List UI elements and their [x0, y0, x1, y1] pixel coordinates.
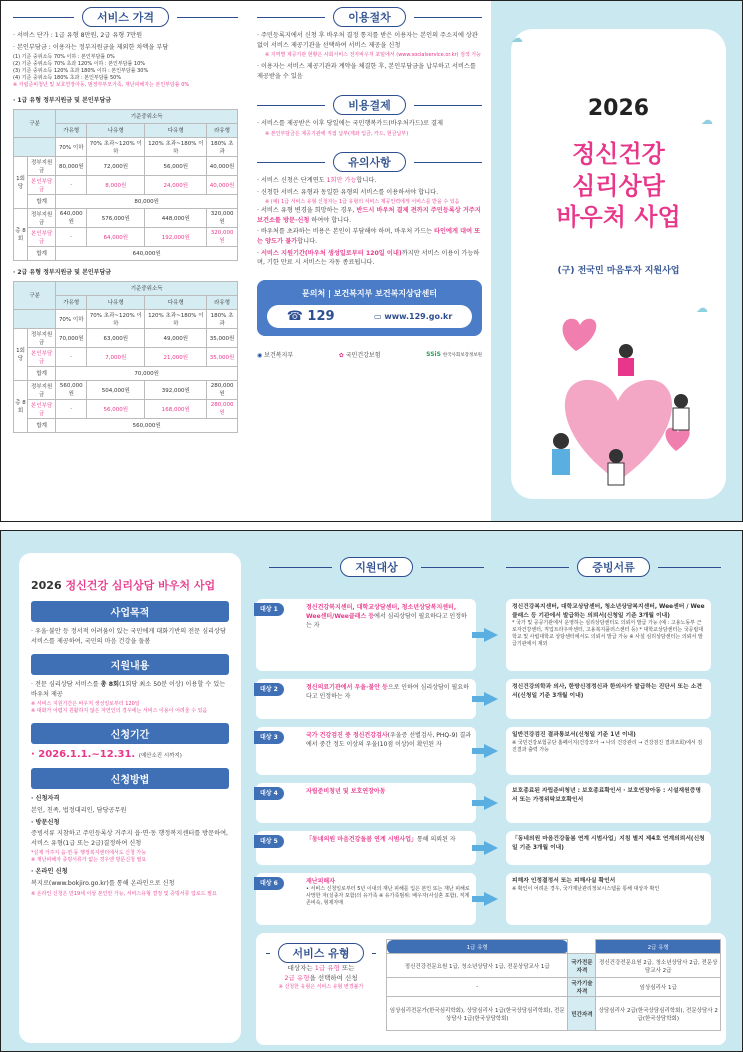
cell: 168,000원	[145, 399, 207, 418]
grade1-header: 1급 유형	[387, 940, 568, 954]
grade1-table	[13, 109, 238, 261]
row-once: 1회당	[14, 156, 28, 208]
cell: 63,000원	[87, 328, 145, 347]
content-text: · 전문 심리상담 서비스를 총 8회(1회당 최소 50분 이상) 이용할 수 있는 바우처 제공	[31, 681, 226, 698]
range-3: 180% 초과	[207, 309, 238, 328]
cloud-icon: ☁	[701, 113, 713, 127]
type-cell: 정신건강전문요원 1급, 청소년상담사 1급, 전문상담교사 1급	[387, 954, 568, 978]
target-6: 대상 6 재난피해자 • 서비스 신청일로부터 5년 이내의 재난 피해를 입은 본인 또는 재난 피해로 사망한 자(실종자 포함)의 유가족 ※ 유가족범위: 배우자(사실혼 포함), 직계존비속, 형제자매	[256, 873, 476, 925]
range-3: 180% 초과	[207, 137, 238, 156]
doc-5: 「동네의원 마음건강돌봄 연계 시범사업」지침 별지 제4호 연계의뢰서(신청일 기준 3개월 이내)	[506, 831, 711, 865]
cell: -	[56, 399, 87, 418]
copay-line-4: (4) 기준 중위소득 180% 초과 : 본인부담률 50%	[13, 75, 122, 82]
person-icon	[674, 394, 688, 408]
cover-subtitle: (구) 전국민 마음투자 지원사업	[557, 266, 680, 276]
th-da: 다유형	[145, 295, 207, 309]
period-value: 2026.1.1.~12.31.	[38, 749, 136, 761]
service-type-desc: 대상자는 1급 유형 또는 2급 유형을 선택하여 신청 ※ 신청한 유형은 서비스 유형 변경불가	[266, 963, 376, 991]
brochure-outside-panel	[0, 0, 743, 522]
targets-heading: 지원대상	[269, 557, 484, 577]
visit-heading: · 방문신청	[31, 818, 60, 826]
inner-left-card: 2026 정신건강 심리상담 바우처 사업 사업목적 · 우울·불안 등 정서적 어려움이 있는 국민에게 대화기반의 전문 심리상담 서비스를 제공하여, 국민의 마음 건강을 돌봄 지원내용 · 전문 심리상담 서비스를 총 8회(1회당 최소 50분 이상) 이용할 수 있는 바우처 제공 ※ 서비스 지원기간은 바우처 생성일로부터 120일 ※ 대화가 어렵지 원활하지 않은 자연인의 경우에는 서비스 이용이 어려울 수 있음 신청기간 · 2026.1.1.~12.31. (예산소진 시까지) 신청방법 · 신청자격 본인, 친족, 법정대리인, 담당공무원 · 방문신청 증빙서류 지참하고 주민등록상 거주지 읍·면·동 행정복지센터를 방문하여, 서비스 유형(1급 또는 2급)결정하여 신청 *실제 거주지 읍·면·동 행정복지센터에서도 신청 가능 ※ 재난피해자 증빙서류가 없는 경우엔 방문신청 필요 · 온라인 신청 복지로(www.bokjiro.go.kr)를 통해 온라인으로 신청 ※ 온라인 신청은 만19세 이상 본인만 가능, 서비스유형 결정 및 증빙서류 업로드 필요	[19, 553, 241, 1043]
copay-line-1: (1) 기준 중위소득 70% 이하 : 본인부담률 0%	[13, 54, 115, 61]
range-1: 70% 초과~120% 이하	[87, 137, 145, 156]
table2-title: · 2급 유형 정부지원금 및 본인부담금	[13, 268, 112, 276]
cell: 35,000원	[207, 347, 238, 366]
th-ga: 가유형	[56, 295, 87, 309]
docs-heading-wrap	[506, 551, 721, 581]
payment-note: ※ 본인부담금은 제공기관에 직접 납부(계좌 입금, 카드, 현금납부)	[265, 131, 409, 138]
cell: 504,000원	[87, 380, 145, 399]
caution-3: · 서비스 유형 변경을 희망하는 경우, 반드시 바우처 결제 전까지 주민등록상 거주지 보건소를 방문·신청 하여야 합니다.	[257, 207, 481, 224]
contact-phone[interactable]: 129	[307, 308, 335, 324]
period-row: · 2026.1.1.~12.31. (예산소진 시까지)	[31, 749, 182, 761]
doc-note: * 국가 및 공공기관에서 운영하는 심리상담센터도 의뢰서 발급 가능 (예 : 고용노동부 근로자건강센터, 직업트라우마센터, 고용복지플러스센터 등) * 대학교상담센터는 국공립대학교 및 사립대학교 상담센터에서도 의뢰서 발급 가능 ※ 사설 심리상담센터는 의뢰서 발급기관에서 제외	[512, 620, 704, 648]
doc-6: 피해자 인정결정서 또는 피해사실 확인서 ※ 확인이 어려운 경우, 국가재난관리정보시스템을 통해 대상자 확인	[506, 873, 711, 925]
cell: 56,000원	[87, 399, 145, 418]
type-cell: 임상심리사 1급	[596, 978, 721, 997]
cell: 80,000원	[56, 156, 87, 175]
cell: 72,000원	[87, 156, 145, 175]
range-1: 70% 초과~120% 이하	[87, 309, 145, 328]
cell: 70,000원	[56, 366, 238, 380]
arrow-icon	[484, 796, 498, 810]
type-kind: 민간자격	[568, 997, 596, 1031]
type-cell: -	[387, 978, 568, 997]
cell: 560,000원	[56, 380, 87, 399]
doc-2: 정신건강의학과 의사, 한방신경정신과 한의사가 발급하는 진단서 또는 소견서(신청일 기준 3개월 이내)	[506, 679, 711, 719]
payment-heading: 비용결제	[257, 95, 482, 115]
copay-line-2: (2) 기준 중위소득 70% 초과 120% 이하 : 본인부담률 10%	[13, 61, 146, 68]
th-ra: 라유형	[207, 295, 238, 309]
caution-4: · 바우처를 초과하는 비용은 본인이 부담해야 하며, 바우처 카드는 타인에게 대여 또는 양도가 불가합니다.	[257, 228, 481, 246]
caution-1: · 서비스 신청은 단계연도 1회만 가능합니다.	[257, 177, 377, 185]
target-5: 대상 5 「동네의원 마음건강돌봄 연계 시범사업」통해 의뢰된 자	[256, 831, 476, 865]
cell: 21,000원	[145, 347, 207, 366]
target-2: 대상 2 정신의료기관에서 우울·불안 등으로 인하여 심리상담이 필요하다고 인정하는 자	[256, 679, 476, 719]
person-icon	[609, 449, 623, 463]
contact-label: 문의처	[302, 288, 326, 298]
th-na: 나유형	[87, 295, 145, 309]
unit-price: 서비스 단가 : 1급 유형 8만원, 2급 유형 7만원	[16, 32, 143, 39]
range-0: 70% 이하	[56, 309, 87, 328]
arrow-icon	[484, 744, 498, 758]
person-icon	[552, 449, 570, 475]
target-tag: 대상 4	[254, 787, 284, 800]
cell: 280,000원	[207, 399, 238, 418]
price-heading: 서비스 가격	[13, 7, 238, 27]
th-income: 기준중위소득	[56, 109, 238, 123]
method-heading: 신청방법	[31, 768, 229, 789]
procedure-column: 이용절차 · 주민등록지에서 신청 후 바우처 결정 통지를 받은 이용자는 본인의 주소지에 상관없이 서비스 제공기관을 선택하여 서비스 제공을 신청 ※ 지역별 제공기관 현황은 사회서비스 전자바우처 포털에서 (www.socialservice.or.kr) 검색 가능 · 이용자는 서비스 제공기관과 계약을 체결한 후, 본인부담금을 납부하고 서비스를 제공받을 수 있음 비용결제 · 서비스를 제공받은 이후 당일에는 국민행복카드(바우처카드)로 결제 ※ 본인부담금은 제공기관에 직접 납부(계좌 입금, 카드, 현금납부) 유의사항 · 서비스 신청은 단계연도 1회만 가능합니다. · 신청한 서비스 유형과 동일한 유형의 서비스를 이용하셔야 합니다. ※ (예) 1급 서비스 유형 신청자는 1급 유형의 서비스 제공인력에게 서비스를 받을 수 있음 · 서비스 유형 변경을 희망하는 경우, 반드시 바우처 결제 전까지 주민등록상 거주지 보건소를 방문·신청 하여야 합니다. · 바우처를 초과하는 비용은 본인이 부담해야 하며, 바우처 카드는 타인에게 대여 또는 양도가 불가합니다. · 서비스 지원기간(바우처 생성일로부터 120일 이내)까지만 서비스 이용이 가능하며, 기한 만료 시 서비스는 자동 종료됩니다. 문의처 | 보건복지부 보건복지상담센터 ☎ 129 ▭ www.129.go.kr ◉ 보건복지부 ✿ 국민건강보험 SSiS 한국사회보장정보원	[257, 1, 482, 359]
period-heading: 신청기간	[31, 723, 229, 744]
cell: 56,000원	[145, 156, 207, 175]
row-sum: 합계	[28, 194, 56, 208]
cell: -	[56, 227, 87, 246]
row-once: 1회당	[14, 328, 28, 380]
cloud-icon: ☁	[696, 301, 708, 315]
service-type-box	[256, 933, 726, 1045]
type-cell: 정신건강전문요원 2급, 청소년상담사 2급, 전문상담교사 2급	[596, 954, 721, 978]
who-text: 본인, 친족, 법정대리인, 담당공무원	[31, 807, 127, 815]
cell: 640,000원	[56, 246, 238, 260]
row-sum: 합계	[28, 246, 56, 260]
arrow-icon	[484, 841, 498, 855]
cell: 70,000원	[56, 328, 87, 347]
th-ra: 라유형	[207, 123, 238, 137]
small-heart-icon	[666, 428, 690, 451]
row-sum: 합계	[28, 366, 56, 380]
row-self: 본인부담금	[28, 399, 56, 418]
th-income: 기준중위소득	[56, 281, 238, 295]
contact-org: 보건복지부 보건복지상담센터	[333, 288, 437, 298]
purpose-heading: 사업목적	[31, 601, 229, 622]
row-gov: 정부지원금	[28, 208, 56, 227]
target-4: 대상 4 자립준비청년 및 보호연장아동	[256, 783, 476, 823]
ssis-logo: SSiS 한국사회보장정보원	[426, 350, 482, 358]
target-1: 대상 1 정신건강복지센터, 대학교상담센터, 청소년상담복지센터, Wee센터/Wee클래스 등에서 심리상담이 필요하다고 인정하는 자	[256, 599, 476, 671]
logo-row	[257, 350, 482, 359]
cell: 24,000원	[145, 175, 207, 194]
target-tag: 대상 1	[254, 603, 284, 616]
target-tag: 대상 5	[254, 835, 284, 848]
service-type-heading: 서비스 유형	[266, 943, 376, 963]
hearts-illustration	[516, 301, 721, 496]
cloud-icon: ☁	[511, 31, 523, 45]
cell: 192,000원	[145, 227, 207, 246]
cell: 80,000원	[56, 194, 238, 208]
doc-3: 일반건강검진 결과통보서(신청일 기준 1년 이내) ※ 국민건강보험공단 홈페이지(건강모아 → 나의 건강관리 → 건강검진 결과조회)에서 검진결과 출력 가능	[506, 727, 711, 775]
contact-web[interactable]: www.129.go.kr	[384, 311, 453, 321]
cover-title-line1: 정신건강	[572, 140, 665, 168]
caution-5: · 서비스 지원기간(바우처 생성일로부터 120일 이내)까지만 서비스 이용이 가능하며, 기한 만료 시 서비스는 자동 종료됩니다.	[257, 249, 480, 267]
brochure-inside-panel	[0, 530, 743, 1052]
visit-note-1: *실제 거주지 읍·면·동 행정복지센터에서도 신청 가능	[31, 850, 147, 857]
cell: 320,000원	[207, 208, 238, 227]
copay-line-3: (3) 기준 중위소득 120% 초과 180% 이하 : 본인부담률 30%	[13, 68, 149, 75]
cover-title-line3: 바우처 사업	[556, 203, 681, 232]
target-6-detail: • 서비스 신청일로부터 5년 이내의 재난 피해를 입은 본인 또는 재난 피해로 사망한 자(실종자 포함)의 유가족 ※ 유가족범위: 배우자(사실혼 포함), 직계존비속, 형제자매	[306, 886, 470, 906]
cell: -	[56, 347, 87, 366]
type-kind: 국가전문자격	[568, 954, 596, 978]
grade2-table	[13, 281, 238, 433]
cell: 40,000원	[207, 156, 238, 175]
person-icon	[608, 463, 624, 485]
caution-2: 신청한 서비스 유형과 동일한 유형의 서비스를 이용하셔야 합니다.	[260, 188, 439, 196]
type-cell: 임상심리전문가(한국심리학회), 상담심리사 1급(한국상담심리학회), 전문상담사 1급(한국상담학회)	[387, 997, 568, 1031]
cell: 35,000원	[207, 328, 238, 347]
cell: 8,000원	[87, 175, 145, 194]
cell: 576,000원	[87, 208, 145, 227]
cell: 560,000원	[56, 418, 238, 432]
cover-year: 2026	[587, 96, 650, 121]
price-column: 서비스 가격 · 서비스 단가 : 1급 유형 8만원, 2급 유형 7만원 · 본인부담금 : 이용자는 정부지원금을 제외한 차액을 부담 (1) 기준 중위소득 70% 이하 : 본인부담률 0% (2) 기준 중위소득 70% 초과 120% 이하 : 본인부담률 10% (3) 기준 중위소득 120% 초과 180% 이하 : 본인부담률 30% (4) 기준 중위소득 180% 초과 : 본인부담률 50% ※ 자립준비청년 및 보호연장아동, 범정부부모가족, 재난피해자는 본인부담률 0% · 1급 유형 정부지원금 및 본인부담금 구분 기준중위소득 가유형 나유형 다유형 라유형 70% 이하 70% 초과~120% 이하 120% 초과~180% 이하 180% 초과 1회당 정부지원금 80,000원 72,000원 56,000원 40,000원 본인부담금 - 8,000원 24,000원 40,000원 합계 80,000원 총 8회 정부지원금 640,000원 576,000원 448,000원 320,000원 본인부담금 - 64,000원 192,000원 320,000원 합계 640,000원 · 2급 유형 정부지원금 및 본인부담금 구분 기준중위소득 가유형 나유형 다유형 라유형 70% 이하 70% 초과~120% 이하 120% 초과~180% 이하 180% 초과 1회당 정부지원금 70,000원 63,000원 49,000원 35,000원 본인부담금 - 7,000원 21,000원 35,000원 합계 70,000원 총 8회 정부지원금 560,000원 504,000원 392,000원 280,000원 본인부담금 - 56,000원 168,000원 280,000원 합계 560,000원	[13, 1, 238, 433]
online-text: 복지로(www.bokjiro.go.kr)를 통해 온라인으로 신청	[31, 880, 175, 888]
cell: 320,000원	[207, 227, 238, 246]
online-heading: · 온라인 신청	[31, 868, 68, 876]
cover-column	[491, 1, 743, 522]
cell: 280,000원	[207, 380, 238, 399]
th-da: 다유형	[145, 123, 207, 137]
inner-title	[31, 577, 229, 593]
cell: 49,000원	[145, 328, 207, 347]
doc-note: ※ 확인이 어려운 경우, 국가재난관리정보시스템을 통해 대상자 확인	[512, 885, 660, 892]
target-row-2	[256, 679, 711, 719]
range-2: 120% 초과~180% 이하	[145, 309, 207, 328]
row-gov: 정부지원금	[28, 156, 56, 175]
type-cell: 상담심리사 2급(한국상담심리학회), 전문상담사 2급(한국상담학회)	[596, 997, 721, 1031]
target-3: 대상 3 국가 건강검진 중 정신건강검사(우울증 선별검사, PHQ-9) 결과에서 중간 정도 이상의 우울(10점 이상)이 확인된 자	[256, 727, 476, 775]
copay-note: 본인부담금 : 이용자는 정부지원금을 제외한 차액을 부담	[16, 43, 169, 51]
th-na: 나유형	[87, 123, 145, 137]
person-icon	[618, 358, 634, 376]
procedure-note: ※ 지역별 제공기관 현황은 사회서비스 전자바우처 포털에서 (www.socialservice.or.kr) 검색 가능	[265, 52, 481, 59]
row-eight: 총 8회	[14, 208, 28, 260]
content-heading: 지원내용	[31, 654, 229, 675]
visit-note-2: ※ 재난피해자 증빙서류가 없는 경우엔 방문신청 필요	[31, 857, 147, 864]
target-row-5	[256, 831, 711, 865]
mohw-logo: ◉ 보건복지부	[257, 351, 294, 359]
procedure-2: 이용자는 서비스 제공기관과 계약을 체결한 후, 본인부담금을 납부하고 서비스를 제공받을 수 있음	[257, 63, 476, 80]
person-icon	[673, 408, 689, 430]
range-0: 70% 이하	[56, 137, 87, 156]
cell: -	[56, 175, 87, 194]
payment-1: 서비스를 제공받은 이후 당일에는 국민행복카드(바우처카드)로 결제	[260, 120, 443, 128]
inner-title-text: 정신건강 심리상담 바우처 사업	[65, 579, 216, 592]
cover-title-line2: 심리상담	[572, 171, 665, 200]
online-note: ※ 온라인 신청은 만19세 이상 본인만 가능, 서비스유형 결정 및 증빙서류 업로드 필요	[31, 890, 217, 897]
cell: 640,000원	[56, 208, 87, 227]
target-row-4	[256, 783, 711, 823]
cover-title	[511, 139, 726, 234]
row-gov: 정부지원금	[28, 328, 56, 347]
procedure-heading: 이용절차	[257, 7, 482, 27]
person-icon	[553, 433, 569, 449]
arrow-icon	[484, 892, 498, 906]
docs-heading: 증빙서류	[506, 557, 721, 577]
th-gubun: 구분	[14, 281, 56, 309]
target-tag: 대상 2	[254, 683, 284, 696]
service-type-table	[386, 939, 721, 1031]
grade2-header: 2급 유형	[596, 940, 721, 954]
row-sum: 합계	[28, 418, 56, 432]
doc-1: 정신건강복지센터, 대학교상담센터, 청소년상담복지센터, Wee센터 / Wee클래스 등 기관에서 발급하는 의뢰서(신청일 기준 3개월 이내) * 국가 및 공공기관에서 운영하는 심리상담센터도 의뢰서 발급 가능 (예 : 고용노동부 근로자건강센터, 직업트라우마센터, 고용복지플러스센터 등) * 대학교상담센터는 국공립대학교 및 사립대학교 상담센터에서도 의뢰서 발급 가능 ※ 사설 심리상담센터는 의뢰서 발급기관에서 제외	[506, 599, 711, 671]
target-row-3	[256, 727, 711, 775]
type-kind: 국가기술자격	[568, 978, 596, 997]
caution-2-note: ※ (예) 1급 서비스 유형 신청자는 1급 유형의 서비스 제공인력에게 서비스를 받을 수 있음	[265, 199, 460, 206]
copay-exempt-note: ※ 자립준비청년 및 보호연장아동, 범정부부모가족, 재난피해자는 본인부담률 0%	[13, 82, 190, 89]
target-tag: 대상 3	[254, 731, 284, 744]
contact-box: 문의처 | 보건복지부 보건복지상담센터 ☎ 129 ▭ www.129.go.kr	[257, 280, 482, 336]
doc-note: ※ 국민건강보험공단 홈페이지(건강모아 → 나의 건강관리 → 건강검진 결과조회)에서 검진결과 출력 가능	[512, 739, 703, 753]
cell: 7,000원	[87, 347, 145, 366]
visit-text: 증빙서류 지참하고 주민등록상 거주지 읍·면·동 행정복지센터를 방문하여, 서비스 유형(1급 또는 2급)결정하여 신청	[31, 830, 229, 847]
row-eight: 총 8회	[14, 380, 28, 432]
target-row-6	[256, 873, 711, 925]
target-tag: 대상 6	[254, 877, 284, 890]
table1-title: · 1급 유형 정부지원금 및 본인부담금	[13, 97, 112, 105]
cell: 40,000원	[207, 175, 238, 194]
monitor-icon: ▭	[373, 311, 382, 321]
phone-icon: ☎	[286, 308, 303, 324]
caution-heading: 유의사항	[257, 152, 482, 172]
arrow-icon	[484, 628, 498, 642]
row-self: 본인부담금	[28, 347, 56, 366]
content-note-1: ※ 서비스 지원기간은 바우처 생성일로부터 120일	[31, 701, 140, 708]
th-gubun: 구분	[14, 109, 56, 137]
inner-title-year: 2026	[31, 579, 66, 592]
row-self: 본인부담금	[28, 175, 56, 194]
procedure-1: 주민등록지에서 신청 후 바우처 결정 통지를 받은 이용자는 본인의 주소지에 상관없이 서비스 제공기관을 선택하여 서비스 제공을 신청	[257, 32, 478, 49]
range-2: 120% 초과~180% 이하	[145, 137, 207, 156]
service-type-note: ※ 신청한 유형은 서비스 유형 변경불가	[278, 983, 364, 990]
purpose-text: 우울·불안 등 정서적 어려움이 있는 국민에게 대화기반의 전문 심리상담 서비스를 제공하여, 국민의 마음 건강을 돌봄	[31, 628, 226, 645]
cell: 64,000원	[87, 227, 145, 246]
arrow-icon	[484, 692, 498, 706]
small-heart-icon	[563, 319, 597, 351]
nhis-logo: ✿ 국민건강보험	[338, 351, 381, 359]
th-ga: 가유형	[56, 123, 87, 137]
cell: 392,000원	[145, 380, 207, 399]
row-self: 본인부담금	[28, 227, 56, 246]
doc-4: 보호종료된 자립준비청년 : 보호종료확인서 · 보호연장아동 : 시설재원증명서 또는 가정위탁보호확인서	[506, 783, 711, 823]
who-heading: · 신청자격	[31, 795, 60, 803]
cell: 448,000원	[145, 208, 207, 227]
person-icon	[619, 344, 633, 358]
row-gov: 정부지원금	[28, 380, 56, 399]
targets-heading-wrap	[269, 551, 484, 581]
target-row-1	[256, 599, 711, 671]
content-note-2: ※ 대화가 어렵지 원활하지 않은 자연인의 경우에는 서비스 이용이 어려울 수 있음	[31, 708, 208, 715]
period-note: (예산소진 시까지)	[138, 753, 182, 760]
